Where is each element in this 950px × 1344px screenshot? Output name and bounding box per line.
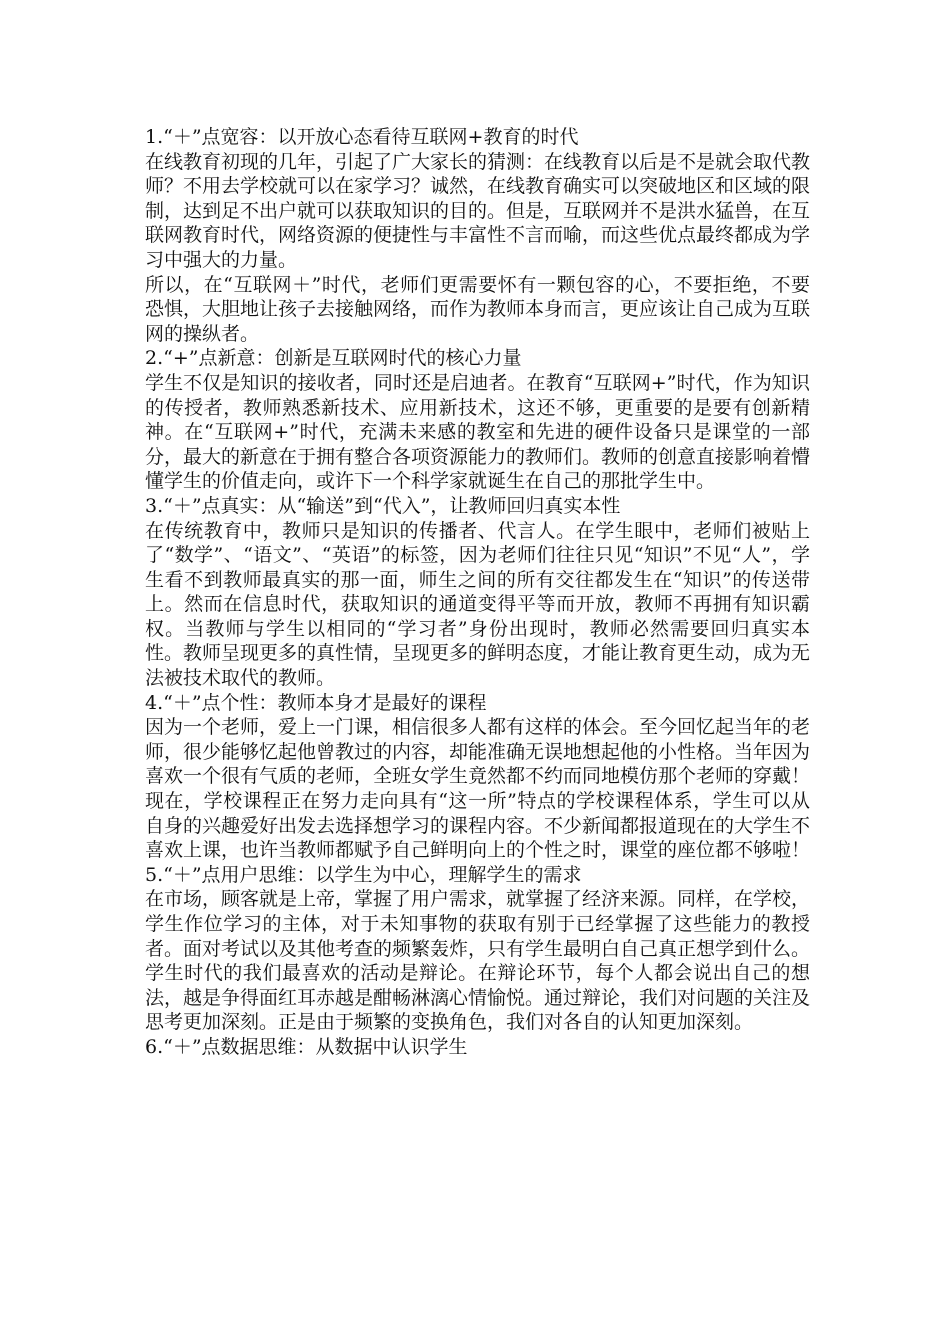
section-heading: 2.“+”点新意：创新是互联网时代的核心力量 xyxy=(145,347,522,370)
document-body xyxy=(145,125,810,1060)
body-paragraph: 在市场，顾客就是上帝，掌握了用户需求，就掌握了经济来源。同样，在学校，学生作位学习的主体，对于未知事物的获取有别于已经掌握了这些能力的教授者。面对考试以及其他考查的频繁轰炸，只有学生最明白自己真正想学到什么。 xyxy=(145,888,811,960)
section-heading: 5.“＋”点用户思维：以学生为中心，理解学生的需求 xyxy=(145,863,582,886)
body-paragraph: 学生不仅是知识的接收者，同时还是启迪者。在教育“互联网+”时代，作为知识的传授者，教师熟悉新技术、应用新技术，这还不够，更重要的是要有创新精神。在“互联网+”时代，充满未来感的教室和先进的硬件设备只是课堂的一部分，最大的新意在于拥有整合各项资源能力的教师们。教师的创意直接影响着懵懂学生的价值走向，或许下一个科学家就诞生在自己的那批学生中。 xyxy=(145,371,811,493)
body-paragraph: 学生时代的我们最喜欢的活动是辩论。在辩论环节，每个人都会说出自己的想法，越是争得面红耳赤越是酣畅淋漓心情愉悦。通过辩论，我们对问题的关注及思考更加深刻。正是由于频繁的变换角色，我们对各自的认知更加深刻。 xyxy=(145,962,811,1034)
body-paragraph: 在传统教育中，教师只是知识的传播者、代言人。在学生眼中，老师们被贴上了“数学”、“语文”、“英语”的标签，因为老师们往往只见“知识”不见“人”，学生看不到教师最真实的那一面，师生之间的所有交往都发生在“知识”的传送带上。然而在信息时代，获取知识的通道变得平等而开放，教师不再拥有知识霸权。当教师与学生以相同的“学习者”身份出现时，教师必然需要回归真实本性。教师呈现更多的真性情，呈现更多的鲜明态度，才能让教育更生动，成为无法被技术取代的教师。 xyxy=(145,519,811,690)
section-heading: 6.“＋”点数据思维：从数据中认识学生 xyxy=(145,1035,468,1058)
section-heading: 3.“＋”点真实：从“输送”到“代入”，让教师回归真实本性 xyxy=(145,494,621,517)
body-paragraph: 所以，在“互联网＋”时代，老师们更需要怀有一颗包容的心，不要拒绝，不要恐惧，大胆地让孩子去接触网络，而作为教师本身而言，更应该让自己成为互联网的操纵者。 xyxy=(145,273,811,345)
section-heading: 1.“＋”点宽容：以开放心态看待互联网+教育的时代 xyxy=(145,126,579,148)
section-heading: 4.“＋”点个性：教师本身才是最好的课程 xyxy=(145,691,487,714)
body-paragraph: 在线教育初现的几年，引起了广大家长的猜测：在线教育以后是不是就会取代教师？不用去学校就可以在家学习？诚然，在线教育确实可以突破地区和区域的限制，达到足不出户就可以获取知识的目的。但是，互联网并不是洪水猛兽，在互联网教育时代，网络资源的便捷性与丰富性不言而喻，而这些优点最终都成为学习中强大的力量。 xyxy=(145,150,811,271)
body-paragraph: 因为一个老师，爱上一门课，相信很多人都有这样的体会。至今回忆起当年的老师，很少能够忆起他曾教过的内容，却能准确无误地想起他的小性格。当年因为喜欢一个很有气质的老师，全班女学生竟然都不约而同地模仿那个老师的穿戴！ xyxy=(145,716,811,788)
body-paragraph: 现在，学校课程正在努力走向具有“这一所”特点的学校课程体系，学生可以从自身的兴趣爱好出发去选择想学习的课程内容。不少新闻都报道现在的大学生不喜欢上课，也许当教师都赋予自己鲜明向上的个性之时，课堂的座位都不够啦！ xyxy=(145,790,811,862)
